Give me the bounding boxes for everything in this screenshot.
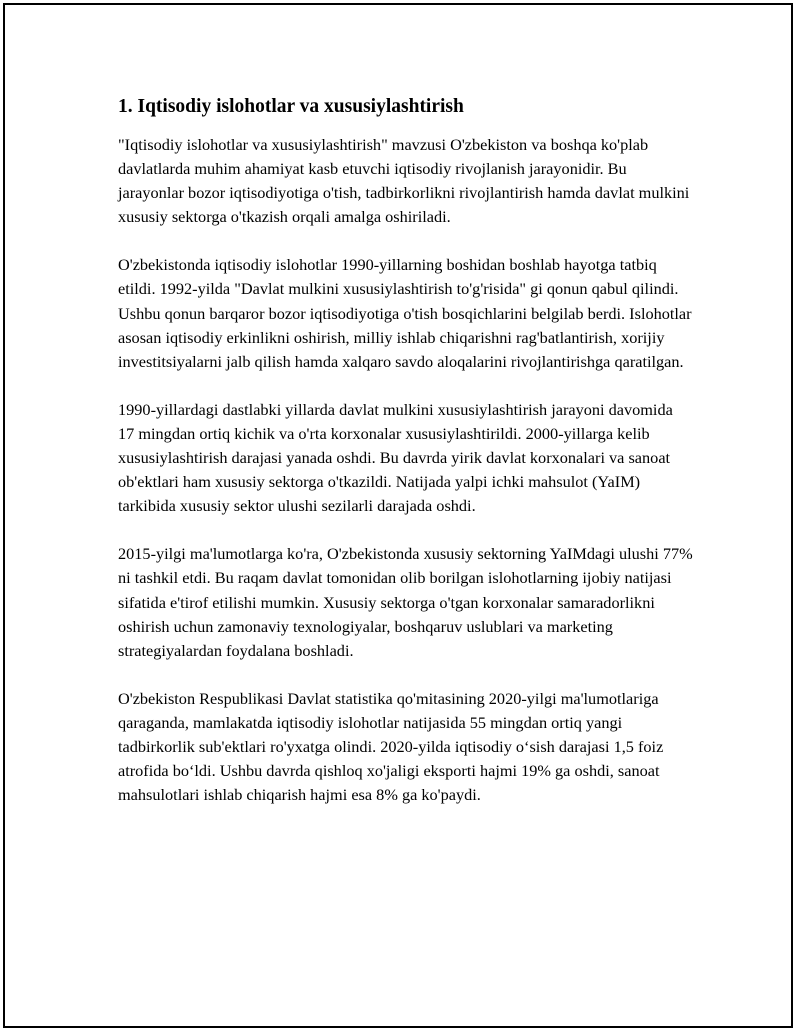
paragraph-2015-data: 2015-yilgi ma'lumotlarga ko'ra, O'zbekistonda xususiy sektorning YaIMdagi ulushi 77% ni tashkil etdi. Bu raqam davlat tomonidan olib borilgan islohotlarning ijobiy natijasi sifatida e'tirof etilishi mumkin. Xususiy sektorga o'tgan korxonalar samaradorlikni oshirish uchun zamonaviy texnologiyalar, boshqaruv uslublari va marketing strategiyalardan foydalana boshladi. [118,544,693,660]
paragraph-reforms-history: O'zbekistonda iqtisodiy islohotlar 1990-yillarning boshidan boshlab hayotga tatbiq etildi. 1992-yilda "Davlat mulkini xususiylashtirish to'g'risida" gi qonun qabul qilindi. Ushbu qonun barqaror bozor iqtisodiyotiga o'tish bosqichlarini belgilab berdi. Islohotlar asosan iqtisodiy erkinlikni oshirish, milliy ishlab chiqarishni rag'batlantirish, xorijiy investitsiyalarni jalb qilish hamda xalqaro savdo aloqalarini rivojlantirishga qaratilgan. [118,255,692,371]
paragraph-intro: "Iqtisodiy islohotlar va xususiylashtirish" mavzusi O'zbekiston va boshqa ko'plab davlatlarda muhim ahamiyat kasb etuvchi iqtisodiy rivojlanish jarayonidir. Bu jarayonlar bozor iqtisodiyotiga o'tish, tadbirkorlikni rivojlantirish hamda davlat mulkini xususiy sektorga o'tkazish orqali amalga oshiriladi. [118,135,690,227]
paragraph-2020-statistics: O'zbekiston Respublikasi Davlat statistika qo'mitasining 2020-yilgi ma'lumotlariga qaraganda, mamlakatda iqtisodiy islohotlar natijasida 55 mingdan ortiq yangi tadbirkorlik sub'ektlari ro'yxatga olindi. 2020-yilda iqtisodiy o‘sish darajasi 1,5 foiz atrofida bo‘ldi. Ushbu davrda qishloq xo'jaligi eksporti hajmi 19% ga oshdi, sanoat mahsulotlari ishlab chiqarish hajmi esa 8% ga ko'paydi. [118,688,664,805]
paragraph-privatization-1990s: 1990-yillardagi dastlabki yillarda davlat mulkini xususiylashtirish jarayoni davomida 17 mingdan ortiq kichik va o'rta korxonalar xususiylashtirildi. 2000-yillarga kelib xususiylashtirish darajasi yanada oshdi. Bu davrda yirik davlat korxonalari va sanoat ob'ektlari ham xususiy sektorga o'tkazildi. Natijada yalpi ichki mahsulot (YaIM) tarkibida xususiy sektor ulushi sezilarli darajada oshdi. [118,399,673,516]
section-title: 1. Iqtisodiy islohotlar va xususiylashtirish [118,96,464,117]
document-body [118,94,693,831]
